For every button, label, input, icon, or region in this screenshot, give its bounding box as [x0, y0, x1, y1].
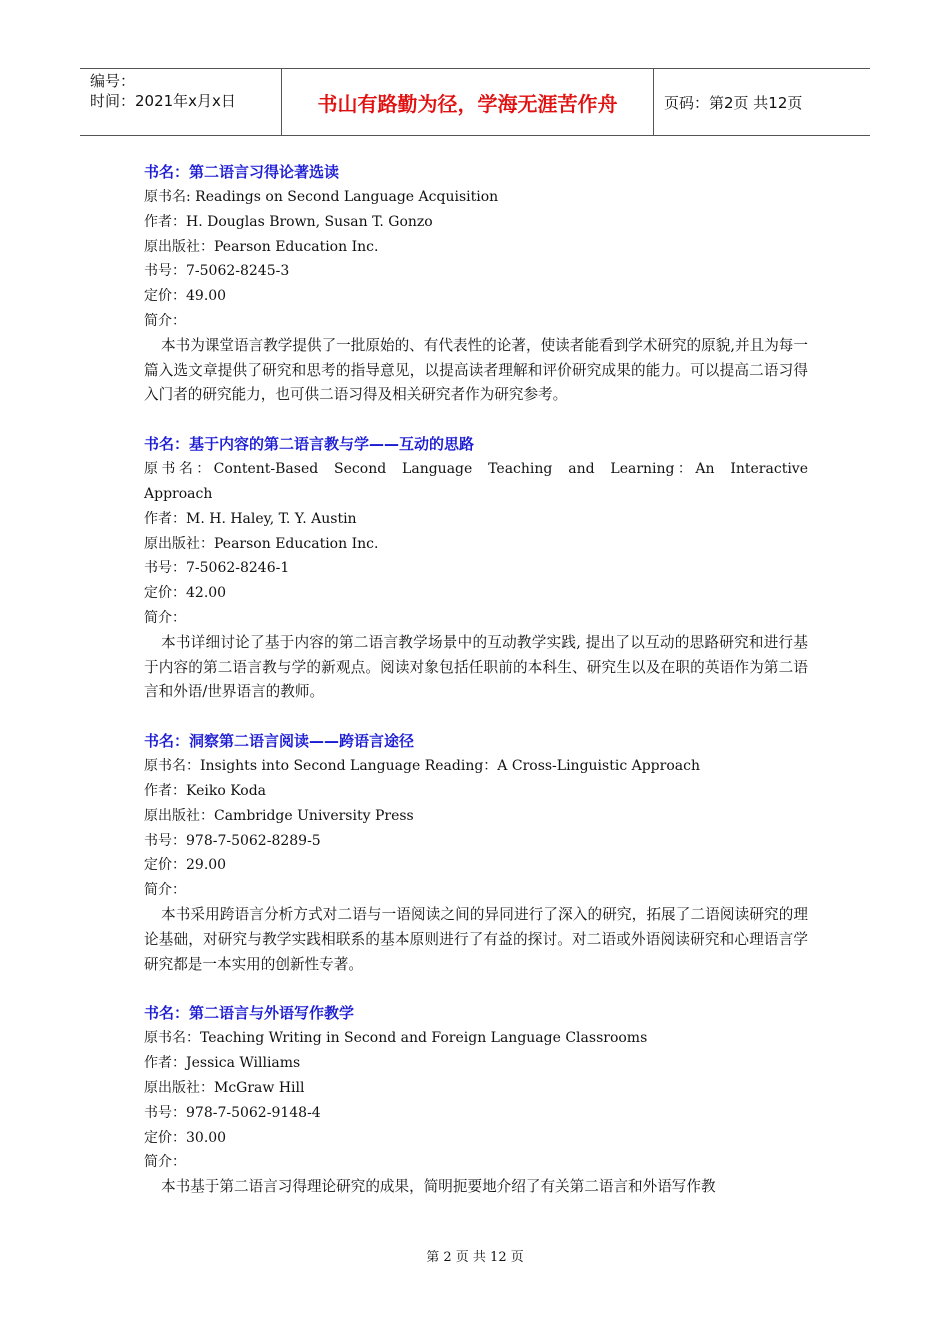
price: 定价：30.00: [144, 1129, 227, 1146]
book-entry: [144, 1001, 808, 1200]
original-title: 原书名：Insights into Second Language Reading：A Cross-Linguistic Approach: [144, 758, 700, 775]
author: 作者：Keiko Koda: [144, 782, 267, 799]
author: 作者：Jessica Williams: [144, 1055, 301, 1072]
header-meta-cell: [80, 69, 282, 135]
isbn: 书号：7-5062-8246-1: [144, 560, 290, 577]
description: 本书采用跨语言分析方式对二语与一语阅读之间的异同进行了深入的研究，拓展了二语阅读研究的理论基础，对研究与教学实践相联系的基本原则进行了有益的探讨。对二语或外语阅读研究和心理语言学研究都是一本实用的创新性专著。: [144, 905, 808, 973]
publisher: 原出版社：Cambridge University Press: [144, 807, 414, 824]
price: 定价：29.00: [144, 857, 227, 874]
original-title: 原书名：Teaching Writing in Second and Foreign Language Classrooms: [144, 1030, 648, 1047]
publisher: 原出版社：McGraw Hill: [144, 1079, 305, 1096]
publisher: 原出版社：Pearson Education Inc.: [144, 238, 379, 255]
author: 作者：H. Douglas Brown, Susan T. Gonzo: [144, 213, 433, 230]
intro-label: 简介：: [144, 609, 186, 626]
page-header: [80, 68, 870, 136]
book-entry: [144, 729, 808, 977]
book-list: [144, 160, 808, 1224]
book-title: 书名：第二语言与外语写作教学: [144, 1004, 355, 1023]
description: 本书为课堂语言教学提供了一批原始的、有代表性的论著，使读者能看到学术研究的原貌,并且为每一篇入选文章提供了研究和思考的指导意见，以提高读者理解和评价研究成果的能力。可以提高二语习得入门者的研究能力，也可供二语习得及相关研究者作为研究参考。: [144, 336, 808, 404]
book-title: 书名：基于内容的第二语言教与学——互动的思路: [144, 435, 475, 454]
motto: 书山有路勤为径，学海无涯苦作舟: [282, 69, 654, 135]
book-entry: [144, 432, 808, 705]
original-title: 原书名：Content-Based Second Language Teaching and Learning：An Interactive Approach: [144, 461, 808, 502]
code-label: 编号：: [90, 72, 136, 90]
intro-label: 简介：: [144, 882, 186, 899]
publisher: 原出版社：Pearson Education Inc.: [144, 535, 379, 552]
intro-label: 简介：: [144, 1154, 186, 1171]
author: 作者：M. H. Haley, T. Y. Austin: [144, 510, 357, 527]
original-title: 原书名: Readings on Second Language Acquisition: [144, 189, 499, 205]
book-title: 书名：洞察第二语言阅读——跨语言途径: [144, 732, 415, 751]
price: 定价：42.00: [144, 585, 227, 602]
page-info: 页码：第2页 共12页: [664, 93, 803, 112]
date-label: 时间：2021年x月x日: [90, 92, 236, 110]
description: 本书基于第二语言习得理论研究的成果，简明扼要地介绍了有关第二语言和外语写作教: [161, 1178, 716, 1196]
book-entry: [144, 160, 808, 408]
isbn: 书号：978-7-5062-8289-5: [144, 832, 321, 849]
description: 本书详细讨论了基于内容的第二语言教学场景中的互动教学实践, 提出了以互动的思路研究和进行基于内容的第二语言教与学的新观点。阅读对象包括任职前的本科生、研究生以及在职的英语作为第二语言和外语/世界语言的教师。: [144, 633, 808, 701]
intro-label: 简介：: [144, 312, 186, 329]
book-title: 书名：第二语言习得论著选读: [144, 163, 340, 181]
price: 定价：49.00: [144, 288, 227, 305]
isbn: 书号：7-5062-8245-3: [144, 263, 290, 280]
page-footer: 第 2 页 共 12 页: [426, 1250, 524, 1265]
isbn: 书号：978-7-5062-9148-4: [144, 1104, 321, 1121]
